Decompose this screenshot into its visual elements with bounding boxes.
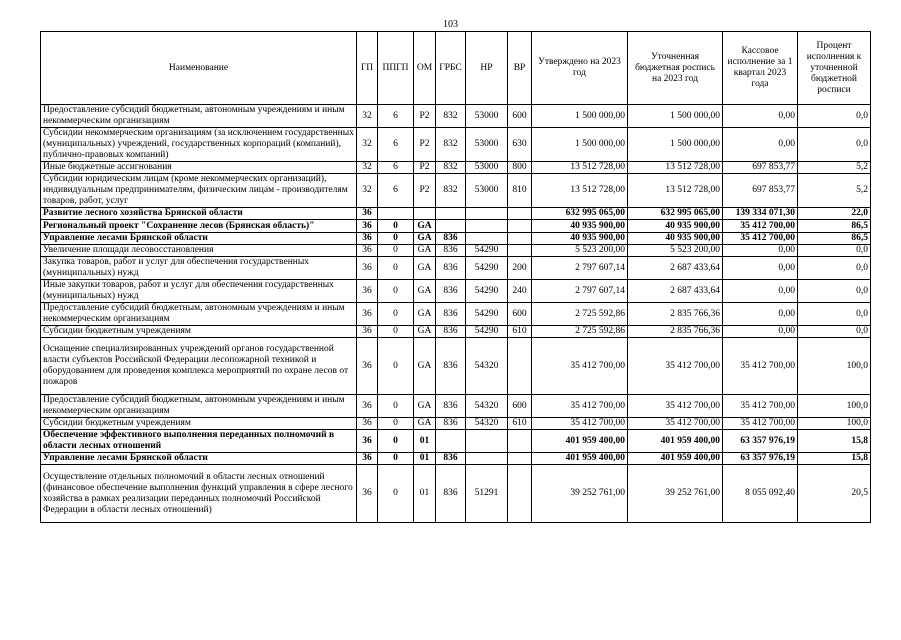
cell-vr xyxy=(508,338,532,395)
cell-percent: 0,0 xyxy=(798,280,871,303)
cell-om: GA xyxy=(414,395,436,418)
cell-name: Предоставление субсидий бюджетным, автономным учреждениям и иным некоммерческим организациям xyxy=(41,303,357,326)
cell-gp: 32 xyxy=(357,128,378,162)
header-pgp: ППГП xyxy=(378,32,414,105)
cell-approved: 40 935 900,00 xyxy=(532,233,628,245)
table-row xyxy=(41,174,871,208)
cell-approved: 632 995 065,00 xyxy=(532,208,628,220)
cell-name: Региональный проект "Сохранение лесов (Брянская область)" xyxy=(41,220,357,233)
cell-pgp: 6 xyxy=(378,174,414,208)
cell-pgp: 6 xyxy=(378,162,414,174)
cell-pgp: 0 xyxy=(378,465,414,523)
cell-name: Обеспечение эффективного выполнения переданных полномочий в области лесных отношений xyxy=(41,430,357,453)
cell-nr: 53000 xyxy=(466,162,508,174)
cell-om: 01 xyxy=(414,465,436,523)
table-row xyxy=(41,465,871,523)
cell-approved: 401 959 400,00 xyxy=(532,453,628,465)
cell-name: Субсидии бюджетным учреждениям xyxy=(41,418,357,430)
cell-name: Закупка товаров, работ и услуг для обеспечения государственных (муниципальных) нужд xyxy=(41,257,357,280)
cell-approved: 35 412 700,00 xyxy=(532,395,628,418)
header-grbs: ГРБС xyxy=(436,32,466,105)
cell-pgp: 0 xyxy=(378,303,414,326)
cell-approved: 2 725 592,86 xyxy=(532,303,628,326)
cell-gp: 36 xyxy=(357,465,378,523)
table-row xyxy=(41,453,871,465)
cell-pgp: 6 xyxy=(378,128,414,162)
cell-om: P2 xyxy=(414,162,436,174)
header-refined: Уточненная бюджетная роспись на 2023 год xyxy=(628,32,723,105)
table-row xyxy=(41,233,871,245)
header-approved: Утверждено на 2023 год xyxy=(532,32,628,105)
cell-grbs: 836 xyxy=(436,303,466,326)
cell-name: Увеличение площади лесовосстановления xyxy=(41,245,357,257)
table-body xyxy=(41,105,871,523)
cell-nr: 53000 xyxy=(466,105,508,128)
cell-pgp: 0 xyxy=(378,245,414,257)
cell-pgp: 0 xyxy=(378,430,414,453)
table-row xyxy=(41,395,871,418)
cell-refined: 2 687 433,64 xyxy=(628,280,723,303)
cell-cash: 0,00 xyxy=(723,257,798,280)
cell-name: Предоставление субсидий бюджетным, автономным учреждениям и иным некоммерческим организациям xyxy=(41,395,357,418)
cell-nr: 54290 xyxy=(466,245,508,257)
cell-vr xyxy=(508,208,532,220)
cell-name: Оснащение специализированных учреждений органов государственной власти субъектов Российской Федерации лесопожарной техникой и оборудованием для проведения комплекса мероприятий по охране лесов от пожаров xyxy=(41,338,357,395)
cell-nr xyxy=(466,453,508,465)
cell-percent: 100,0 xyxy=(798,395,871,418)
cell-grbs: 836 xyxy=(436,245,466,257)
cell-vr: 600 xyxy=(508,395,532,418)
cell-grbs: 836 xyxy=(436,233,466,245)
cell-grbs: 832 xyxy=(436,128,466,162)
cell-om: P2 xyxy=(414,128,436,162)
cell-nr: 54290 xyxy=(466,303,508,326)
cell-percent: 100,0 xyxy=(798,338,871,395)
table-row xyxy=(41,303,871,326)
cell-percent: 15,8 xyxy=(798,453,871,465)
table-row xyxy=(41,257,871,280)
cell-percent: 86,5 xyxy=(798,220,871,233)
cell-pgp: 6 xyxy=(378,105,414,128)
cell-pgp xyxy=(378,208,414,220)
cell-cash: 63 357 976,19 xyxy=(723,453,798,465)
cell-percent: 0,0 xyxy=(798,303,871,326)
cell-pgp: 0 xyxy=(378,453,414,465)
cell-percent: 0,0 xyxy=(798,326,871,338)
cell-gp: 36 xyxy=(357,418,378,430)
cell-approved: 2 797 607,14 xyxy=(532,280,628,303)
header-gp: ГП xyxy=(357,32,378,105)
cell-cash: 0,00 xyxy=(723,245,798,257)
table-row xyxy=(41,245,871,257)
cell-refined: 2 835 766,36 xyxy=(628,326,723,338)
cell-percent: 22,0 xyxy=(798,208,871,220)
cell-grbs: 836 xyxy=(436,338,466,395)
cell-gp: 36 xyxy=(357,430,378,453)
cell-nr xyxy=(466,220,508,233)
cell-om: GA xyxy=(414,233,436,245)
cell-vr: 630 xyxy=(508,128,532,162)
cell-gp: 36 xyxy=(357,208,378,220)
cell-nr: 54290 xyxy=(466,326,508,338)
cell-cash: 35 412 700,00 xyxy=(723,233,798,245)
cell-grbs: 832 xyxy=(436,162,466,174)
cell-nr xyxy=(466,233,508,245)
cell-refined: 1 500 000,00 xyxy=(628,105,723,128)
cell-pgp: 0 xyxy=(378,280,414,303)
cell-name: Предоставление субсидий бюджетным, автономным учреждениям и иным некоммерческим организациям xyxy=(41,105,357,128)
cell-name: Субсидии юридическим лицам (кроме некоммерческих организаций), индивидуальным предпринимателям, физическим лицам - производителям товаров, работ, услуг xyxy=(41,174,357,208)
header-om: ОМ xyxy=(414,32,436,105)
cell-percent: 5,2 xyxy=(798,174,871,208)
cell-grbs: 832 xyxy=(436,174,466,208)
cell-approved: 1 500 000,00 xyxy=(532,105,628,128)
cell-refined: 2 835 766,36 xyxy=(628,303,723,326)
cell-om: GA xyxy=(414,326,436,338)
cell-gp: 36 xyxy=(357,303,378,326)
cell-grbs: 836 xyxy=(436,395,466,418)
cell-cash: 697 853,77 xyxy=(723,162,798,174)
table-row xyxy=(41,162,871,174)
table-row xyxy=(41,208,871,220)
cell-om: P2 xyxy=(414,174,436,208)
cell-om: GA xyxy=(414,418,436,430)
header-name: Наименование xyxy=(41,32,357,105)
cell-vr: 200 xyxy=(508,257,532,280)
cell-cash: 697 853,77 xyxy=(723,174,798,208)
cell-percent: 20,5 xyxy=(798,465,871,523)
cell-grbs xyxy=(436,430,466,453)
cell-approved: 13 512 728,00 xyxy=(532,162,628,174)
cell-pgp: 0 xyxy=(378,233,414,245)
cell-nr xyxy=(466,208,508,220)
cell-refined: 401 959 400,00 xyxy=(628,430,723,453)
cell-name: Иные закупки товаров, работ и услуг для обеспечения государственных (муниципальных) нужд xyxy=(41,280,357,303)
table-row xyxy=(41,128,871,162)
cell-pgp: 0 xyxy=(378,418,414,430)
cell-cash: 0,00 xyxy=(723,303,798,326)
cell-nr: 54320 xyxy=(466,338,508,395)
cell-refined: 40 935 900,00 xyxy=(628,220,723,233)
cell-gp: 36 xyxy=(357,338,378,395)
cell-cash: 0,00 xyxy=(723,128,798,162)
header-percent: Процент исполнения к уточненной бюджетной росписи xyxy=(798,32,871,105)
cell-refined: 13 512 728,00 xyxy=(628,174,723,208)
cell-vr xyxy=(508,453,532,465)
cell-grbs xyxy=(436,220,466,233)
cell-gp: 36 xyxy=(357,245,378,257)
budget-table xyxy=(40,31,871,523)
cell-vr xyxy=(508,233,532,245)
cell-approved: 35 412 700,00 xyxy=(532,338,628,395)
cell-cash: 8 055 092,40 xyxy=(723,465,798,523)
cell-approved: 401 959 400,00 xyxy=(532,430,628,453)
cell-gp: 36 xyxy=(357,220,378,233)
cell-name: Осуществление отдельных полномочий в области лесных отношений (финансовое обеспечение выполнения функций управления в сфере лесного хозяйства в рамках реализации переданных полномочий Российской Федерации в области лесных отношений) xyxy=(41,465,357,523)
cell-pgp: 0 xyxy=(378,257,414,280)
cell-nr: 54290 xyxy=(466,257,508,280)
cell-percent: 0,0 xyxy=(798,257,871,280)
cell-gp: 36 xyxy=(357,280,378,303)
cell-grbs: 836 xyxy=(436,453,466,465)
cell-name: Иные бюджетные ассигнования xyxy=(41,162,357,174)
cell-approved: 40 935 900,00 xyxy=(532,220,628,233)
cell-cash: 0,00 xyxy=(723,280,798,303)
cell-refined: 1 500 000,00 xyxy=(628,128,723,162)
cell-vr xyxy=(508,465,532,523)
cell-cash: 35 412 700,00 xyxy=(723,220,798,233)
cell-gp: 32 xyxy=(357,105,378,128)
table-row xyxy=(41,430,871,453)
cell-approved: 1 500 000,00 xyxy=(532,128,628,162)
cell-om: 01 xyxy=(414,430,436,453)
cell-cash: 0,00 xyxy=(723,326,798,338)
cell-approved: 5 523 200,00 xyxy=(532,245,628,257)
cell-percent: 100,0 xyxy=(798,418,871,430)
cell-approved: 2 725 592,86 xyxy=(532,326,628,338)
cell-vr xyxy=(508,245,532,257)
cell-nr: 53000 xyxy=(466,128,508,162)
cell-pgp: 0 xyxy=(378,326,414,338)
cell-percent: 86,5 xyxy=(798,233,871,245)
cell-gp: 36 xyxy=(357,257,378,280)
cell-cash: 35 412 700,00 xyxy=(723,395,798,418)
cell-name: Развитие лесного хозяйства Брянской области xyxy=(41,208,357,220)
cell-grbs: 836 xyxy=(436,418,466,430)
cell-approved: 2 797 607,14 xyxy=(532,257,628,280)
cell-vr: 810 xyxy=(508,174,532,208)
cell-grbs: 836 xyxy=(436,465,466,523)
cell-grbs: 836 xyxy=(436,257,466,280)
cell-refined: 2 687 433,64 xyxy=(628,257,723,280)
cell-refined: 39 252 761,00 xyxy=(628,465,723,523)
cell-cash: 63 357 976,19 xyxy=(723,430,798,453)
cell-vr: 610 xyxy=(508,326,532,338)
cell-name: Субсидии бюджетным учреждениям xyxy=(41,326,357,338)
cell-nr: 54290 xyxy=(466,280,508,303)
cell-pgp: 0 xyxy=(378,395,414,418)
header-cash: Кассовое исполнение за 1 квартал 2023 года xyxy=(723,32,798,105)
cell-om: 01 xyxy=(414,453,436,465)
cell-approved: 35 412 700,00 xyxy=(532,418,628,430)
cell-vr: 600 xyxy=(508,105,532,128)
cell-grbs xyxy=(436,208,466,220)
cell-vr: 610 xyxy=(508,418,532,430)
cell-om xyxy=(414,208,436,220)
cell-nr: 54320 xyxy=(466,395,508,418)
cell-vr: 240 xyxy=(508,280,532,303)
cell-nr: 54320 xyxy=(466,418,508,430)
table-row xyxy=(41,220,871,233)
cell-name: Управление лесами Брянской области xyxy=(41,233,357,245)
cell-refined: 35 412 700,00 xyxy=(628,395,723,418)
cell-om: GA xyxy=(414,338,436,395)
cell-refined: 35 412 700,00 xyxy=(628,338,723,395)
cell-name: Субсидии некоммерческим организациям (за исключением государственных (муниципальных) учреждений, государственных корпораций (компаний), публично-правовых компаний) xyxy=(41,128,357,162)
page-number: 103 xyxy=(443,19,458,30)
table-row xyxy=(41,105,871,128)
cell-om: GA xyxy=(414,280,436,303)
cell-pgp: 0 xyxy=(378,338,414,395)
cell-vr: 600 xyxy=(508,303,532,326)
cell-refined: 40 935 900,00 xyxy=(628,233,723,245)
cell-om: P2 xyxy=(414,105,436,128)
cell-cash: 35 412 700,00 xyxy=(723,338,798,395)
cell-refined: 632 995 065,00 xyxy=(628,208,723,220)
cell-vr xyxy=(508,220,532,233)
cell-gp: 32 xyxy=(357,174,378,208)
cell-gp: 36 xyxy=(357,326,378,338)
cell-refined: 13 512 728,00 xyxy=(628,162,723,174)
cell-refined: 35 412 700,00 xyxy=(628,418,723,430)
table-row xyxy=(41,418,871,430)
cell-vr xyxy=(508,430,532,453)
cell-cash: 139 334 071,30 xyxy=(723,208,798,220)
cell-pgp: 0 xyxy=(378,220,414,233)
cell-nr: 51291 xyxy=(466,465,508,523)
header-vr: ВР xyxy=(508,32,532,105)
cell-grbs: 836 xyxy=(436,280,466,303)
cell-gp: 32 xyxy=(357,162,378,174)
cell-approved: 13 512 728,00 xyxy=(532,174,628,208)
cell-percent: 0,0 xyxy=(798,128,871,162)
cell-om: GA xyxy=(414,220,436,233)
cell-om: GA xyxy=(414,245,436,257)
cell-percent: 0,0 xyxy=(798,245,871,257)
table-row xyxy=(41,338,871,395)
table-row xyxy=(41,326,871,338)
table-row xyxy=(41,280,871,303)
cell-gp: 36 xyxy=(357,395,378,418)
cell-nr: 53000 xyxy=(466,174,508,208)
cell-grbs: 836 xyxy=(436,326,466,338)
cell-refined: 401 959 400,00 xyxy=(628,453,723,465)
cell-percent: 0,0 xyxy=(798,105,871,128)
cell-grbs: 832 xyxy=(436,105,466,128)
header-row xyxy=(41,32,871,105)
cell-cash: 35 412 700,00 xyxy=(723,418,798,430)
cell-percent: 15,8 xyxy=(798,430,871,453)
cell-om: GA xyxy=(414,303,436,326)
cell-name: Управление лесами Брянской области xyxy=(41,453,357,465)
cell-gp: 36 xyxy=(357,453,378,465)
cell-cash: 0,00 xyxy=(723,105,798,128)
cell-vr: 800 xyxy=(508,162,532,174)
cell-nr xyxy=(466,430,508,453)
cell-approved: 39 252 761,00 xyxy=(532,465,628,523)
cell-refined: 5 523 200,00 xyxy=(628,245,723,257)
cell-percent: 5,2 xyxy=(798,162,871,174)
cell-gp: 36 xyxy=(357,233,378,245)
cell-om: GA xyxy=(414,257,436,280)
header-nr: НР xyxy=(466,32,508,105)
